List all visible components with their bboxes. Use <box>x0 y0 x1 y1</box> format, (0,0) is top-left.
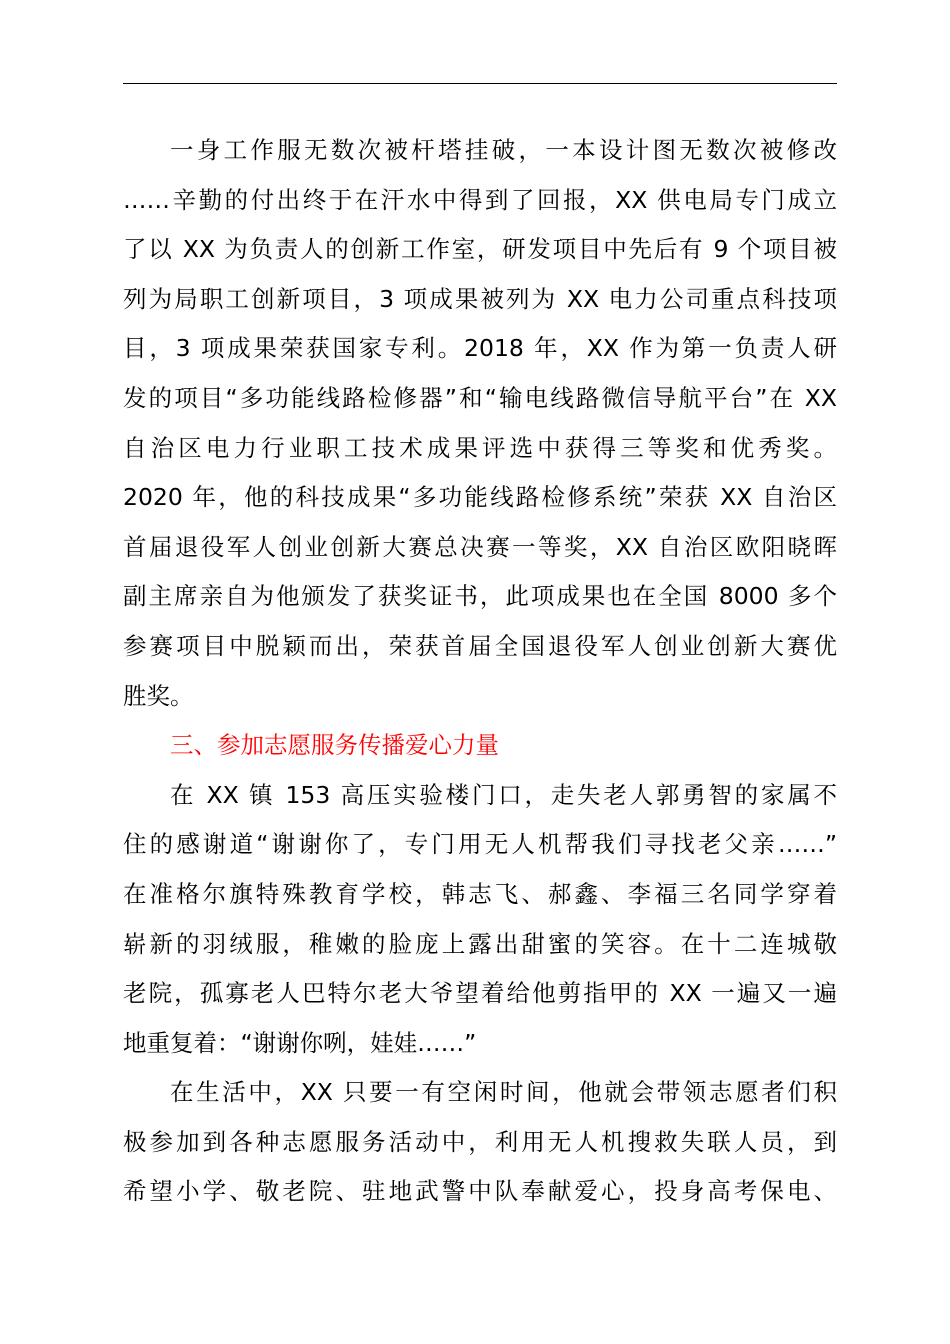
paragraph-line: 住的感谢道“谢谢你了，专门用无人机帮我们寻找老父亲……” <box>123 830 837 859</box>
paragraph-line: 在 XX 镇 153 高压实验楼门口，走失老人郭勇智的家属不 <box>170 780 837 809</box>
paragraph-line: 列为局职工创新项目，3 项成果被列为 XX 电力公司重点科技项 <box>123 284 837 313</box>
paragraph-line: 一身工作服无数次被杆塔挂破，一本设计图无数次被修改 <box>170 136 837 164</box>
header-rule <box>123 83 837 84</box>
paragraph-line: 自治区电力行业职工技术成果评选中获得三等奖和优秀奖。 <box>123 433 837 462</box>
paragraph-line: 副主席亲自为他颁发了获奖证书，此项成果也在全国 8000 多个 <box>123 582 837 611</box>
paragraph-line: 在准格尔旗特殊教育学校，韩志飞、郝鑫、李福三名同学穿着 <box>123 879 837 908</box>
paragraph-line: 老院，孤寡老人巴特尔老大爷望着给他剪指甲的 XX 一遍又一遍 <box>123 979 837 1008</box>
paragraph-line: 参赛项目中脱颖而出，荣获首届全国退役军人创业创新大赛优 <box>123 631 837 660</box>
paragraph-line: 希望小学、敬老院、驻地武警中队奉献爱心，投身高考保电、 <box>123 1177 837 1206</box>
paragraph-line: 在生活中，XX 只要一有空闲时间，他就会带领志愿者们积 <box>170 1078 837 1107</box>
document-body <box>123 126 837 1217</box>
paragraph-line: 地重复着：“谢谢你咧，娃娃……” <box>123 1028 477 1057</box>
paragraph-line: 极参加到各种志愿服务活动中，利用无人机搜救失联人员，到 <box>123 1127 837 1156</box>
paragraph-line: ……辛勤的付出终于在汗水中得到了回报，XX 供电局专门成立 <box>123 185 837 214</box>
paragraph-line: 目，3 项成果荣获国家专利。2018 年，XX 作为第一负责人研 <box>123 334 837 363</box>
section-heading: 三、参加志愿服务传播爱心力量 <box>170 731 499 760</box>
paragraph-line: 首届退役军人创业创新大赛总决赛一等奖，XX 自治区欧阳晓晖 <box>123 532 837 561</box>
paragraph-line: 了以 XX 为负责人的创新工作室，研发项目中先后有 9 个项目被 <box>123 235 837 264</box>
paragraph-line: 崭新的羽绒服，稚嫩的脸庞上露出甜蜜的笑容。在十二连城敬 <box>123 929 837 958</box>
paragraph-line: 发的项目“多功能线路检修器”和“输电线路微信导航平台”在 XX <box>123 383 837 412</box>
paragraph-line: 胜奖。 <box>123 681 194 710</box>
paragraph-line: 2020 年，他的科技成果“多功能线路检修系统”荣获 XX 自治区 <box>123 483 837 512</box>
